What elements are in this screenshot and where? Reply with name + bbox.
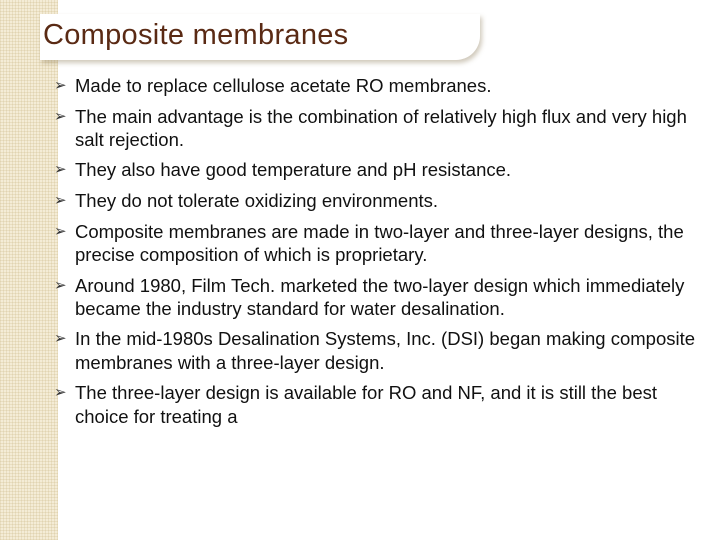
bullet-list — [54, 74, 704, 435]
bullet-item — [54, 274, 704, 321]
arrow-bullet-icon: ➢ — [54, 276, 67, 294]
arrow-bullet-icon: ➢ — [54, 384, 67, 402]
slide-title: Composite membranes — [43, 19, 349, 51]
arrow-bullet-icon: ➢ — [54, 330, 67, 348]
arrow-bullet-icon: ➢ — [54, 161, 67, 179]
arrow-bullet-icon: ➢ — [54, 222, 67, 240]
bullet-text: The main advantage is the combination of relatively high flux and very high salt rejection. — [75, 105, 687, 150]
arrow-bullet-icon: ➢ — [54, 77, 67, 94]
bullet-text: Made to replace cellulose acetate RO membranes. — [75, 75, 492, 96]
bullet-item — [54, 158, 704, 181]
arrow-bullet-icon: ➢ — [54, 107, 67, 125]
bullet-item — [54, 220, 704, 267]
arrow-bullet-icon: ➢ — [54, 192, 67, 210]
bullet-item — [54, 105, 704, 152]
bullet-text: They also have good temperature and pH resistance. — [75, 159, 512, 181]
bullet-text: They do not tolerate oxidizing environments. — [75, 190, 439, 212]
bullet-item — [54, 381, 704, 428]
bullet-text: In the mid-1980s Desalination Systems, Inc. (DSI) began making composite membranes with a three-layer design. — [75, 328, 696, 373]
bullet-item — [54, 327, 704, 374]
bullet-item — [54, 189, 704, 212]
bullet-text: Composite membranes are made in two-layer and three-layer designs, the precise composition of which is proprietary. — [75, 220, 684, 265]
decorative-left-strip — [0, 0, 58, 540]
bullet-text: Around 1980, Film Tech. marketed the two-layer design which immediately became the industry standard for water desalination. — [75, 274, 685, 319]
bullet-item — [54, 74, 704, 97]
bullet-text: The three-layer design is available for RO and NF, and it is still the best choice for treating a — [75, 382, 658, 427]
